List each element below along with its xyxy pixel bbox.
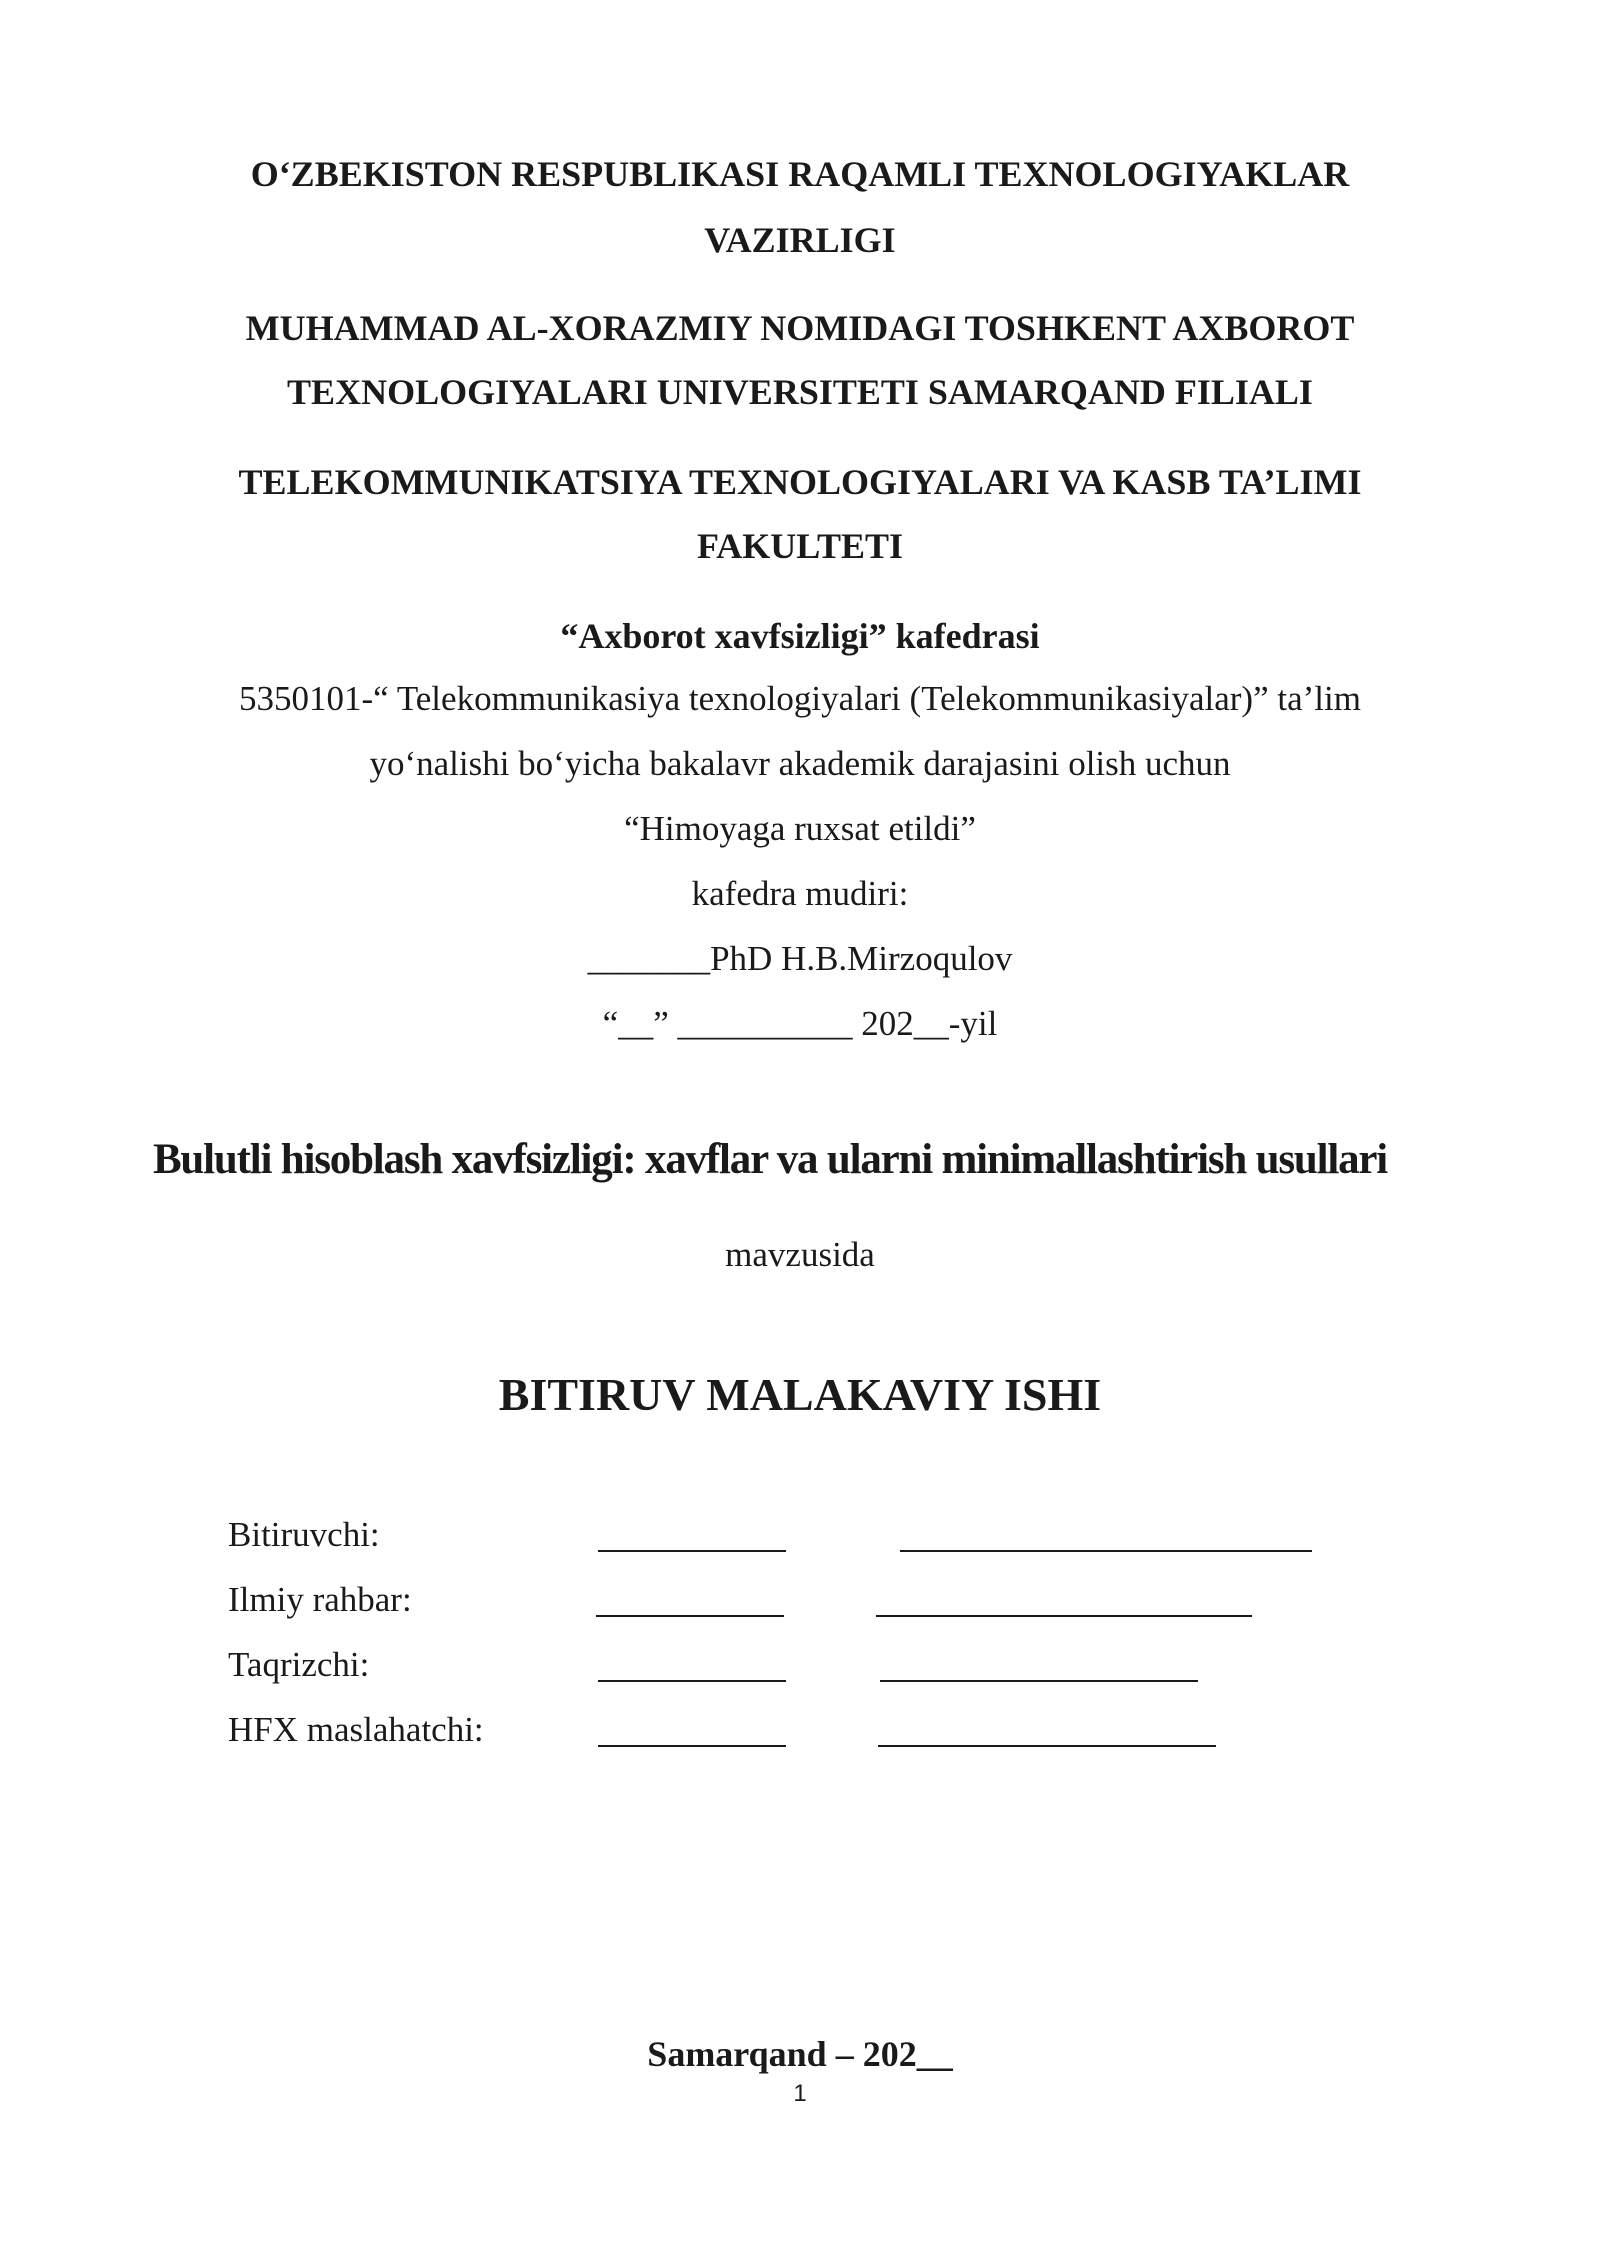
approval-role: kafedra mudiri: [691,874,909,913]
signature-line [598,1745,786,1747]
signature-line [598,1550,786,1552]
signature-label-supervisor: Ilmiy rahbar: [228,1580,412,1619]
approval-status: “Himoyaga ruxsat etildi” [624,809,976,848]
program-line-2: yo‘nalishi bo‘yicha bakalavr akademik darajasini olish uchun [369,744,1231,783]
page-number: 1 [793,2080,807,2107]
faculty-line-1: TELEKOMMUNIKATSIYA TEXNOLOGIYALARI VA KASB TA’LIMI [238,462,1362,502]
university-line-1: MUHAMMAD AL-XORAZMIY NOMIDAGI TOSHKENT AXBOROT [245,308,1355,348]
city-year: Samarqand – 202__ [647,2034,953,2074]
work-type-title: BITIRUV MALAKAVIY ISHI [498,1369,1102,1420]
department-head: _______PhD H.B.Mirzoqulov [587,939,1013,978]
ministry-line-2: VAZIRLIGI [704,220,896,260]
name-line [876,1615,1252,1617]
signature-label-safety-consultant: HFX maslahatchi: [228,1710,484,1749]
name-line [880,1680,1198,1682]
department-name: “Axborot xavfsizligi” kafedrasi [560,616,1040,656]
topic-suffix: mavzusida [725,1235,875,1274]
approval-date: “__” __________ 202__-yil [602,1004,998,1043]
thesis-topic: Bulutli hisoblash xavfsizligi: xavflar va ularni minimallashtirish usullari [152,1136,1388,1183]
ministry-line-1: O‘ZBEKISTON RESPUBLIKASI RAQAMLI TEXNOLOGIYAKLAR [250,154,1350,194]
name-line [900,1550,1312,1552]
signature-label-reviewer: Taqrizchi: [228,1645,370,1684]
university-line-2: TEXNOLOGIYALARI UNIVERSITETI SAMARQAND FILIALI [287,372,1313,412]
faculty-line-2: FAKULTETI [696,526,904,566]
signature-line [598,1680,786,1682]
signature-line [596,1615,784,1617]
signature-label-graduate: Bitiruvchi: [228,1515,380,1554]
name-line [878,1745,1216,1747]
program-line-1: 5350101-“ Telekommunikasiya texnologiyalari (Telekommunikasiyalar)” ta’lim [239,679,1361,718]
